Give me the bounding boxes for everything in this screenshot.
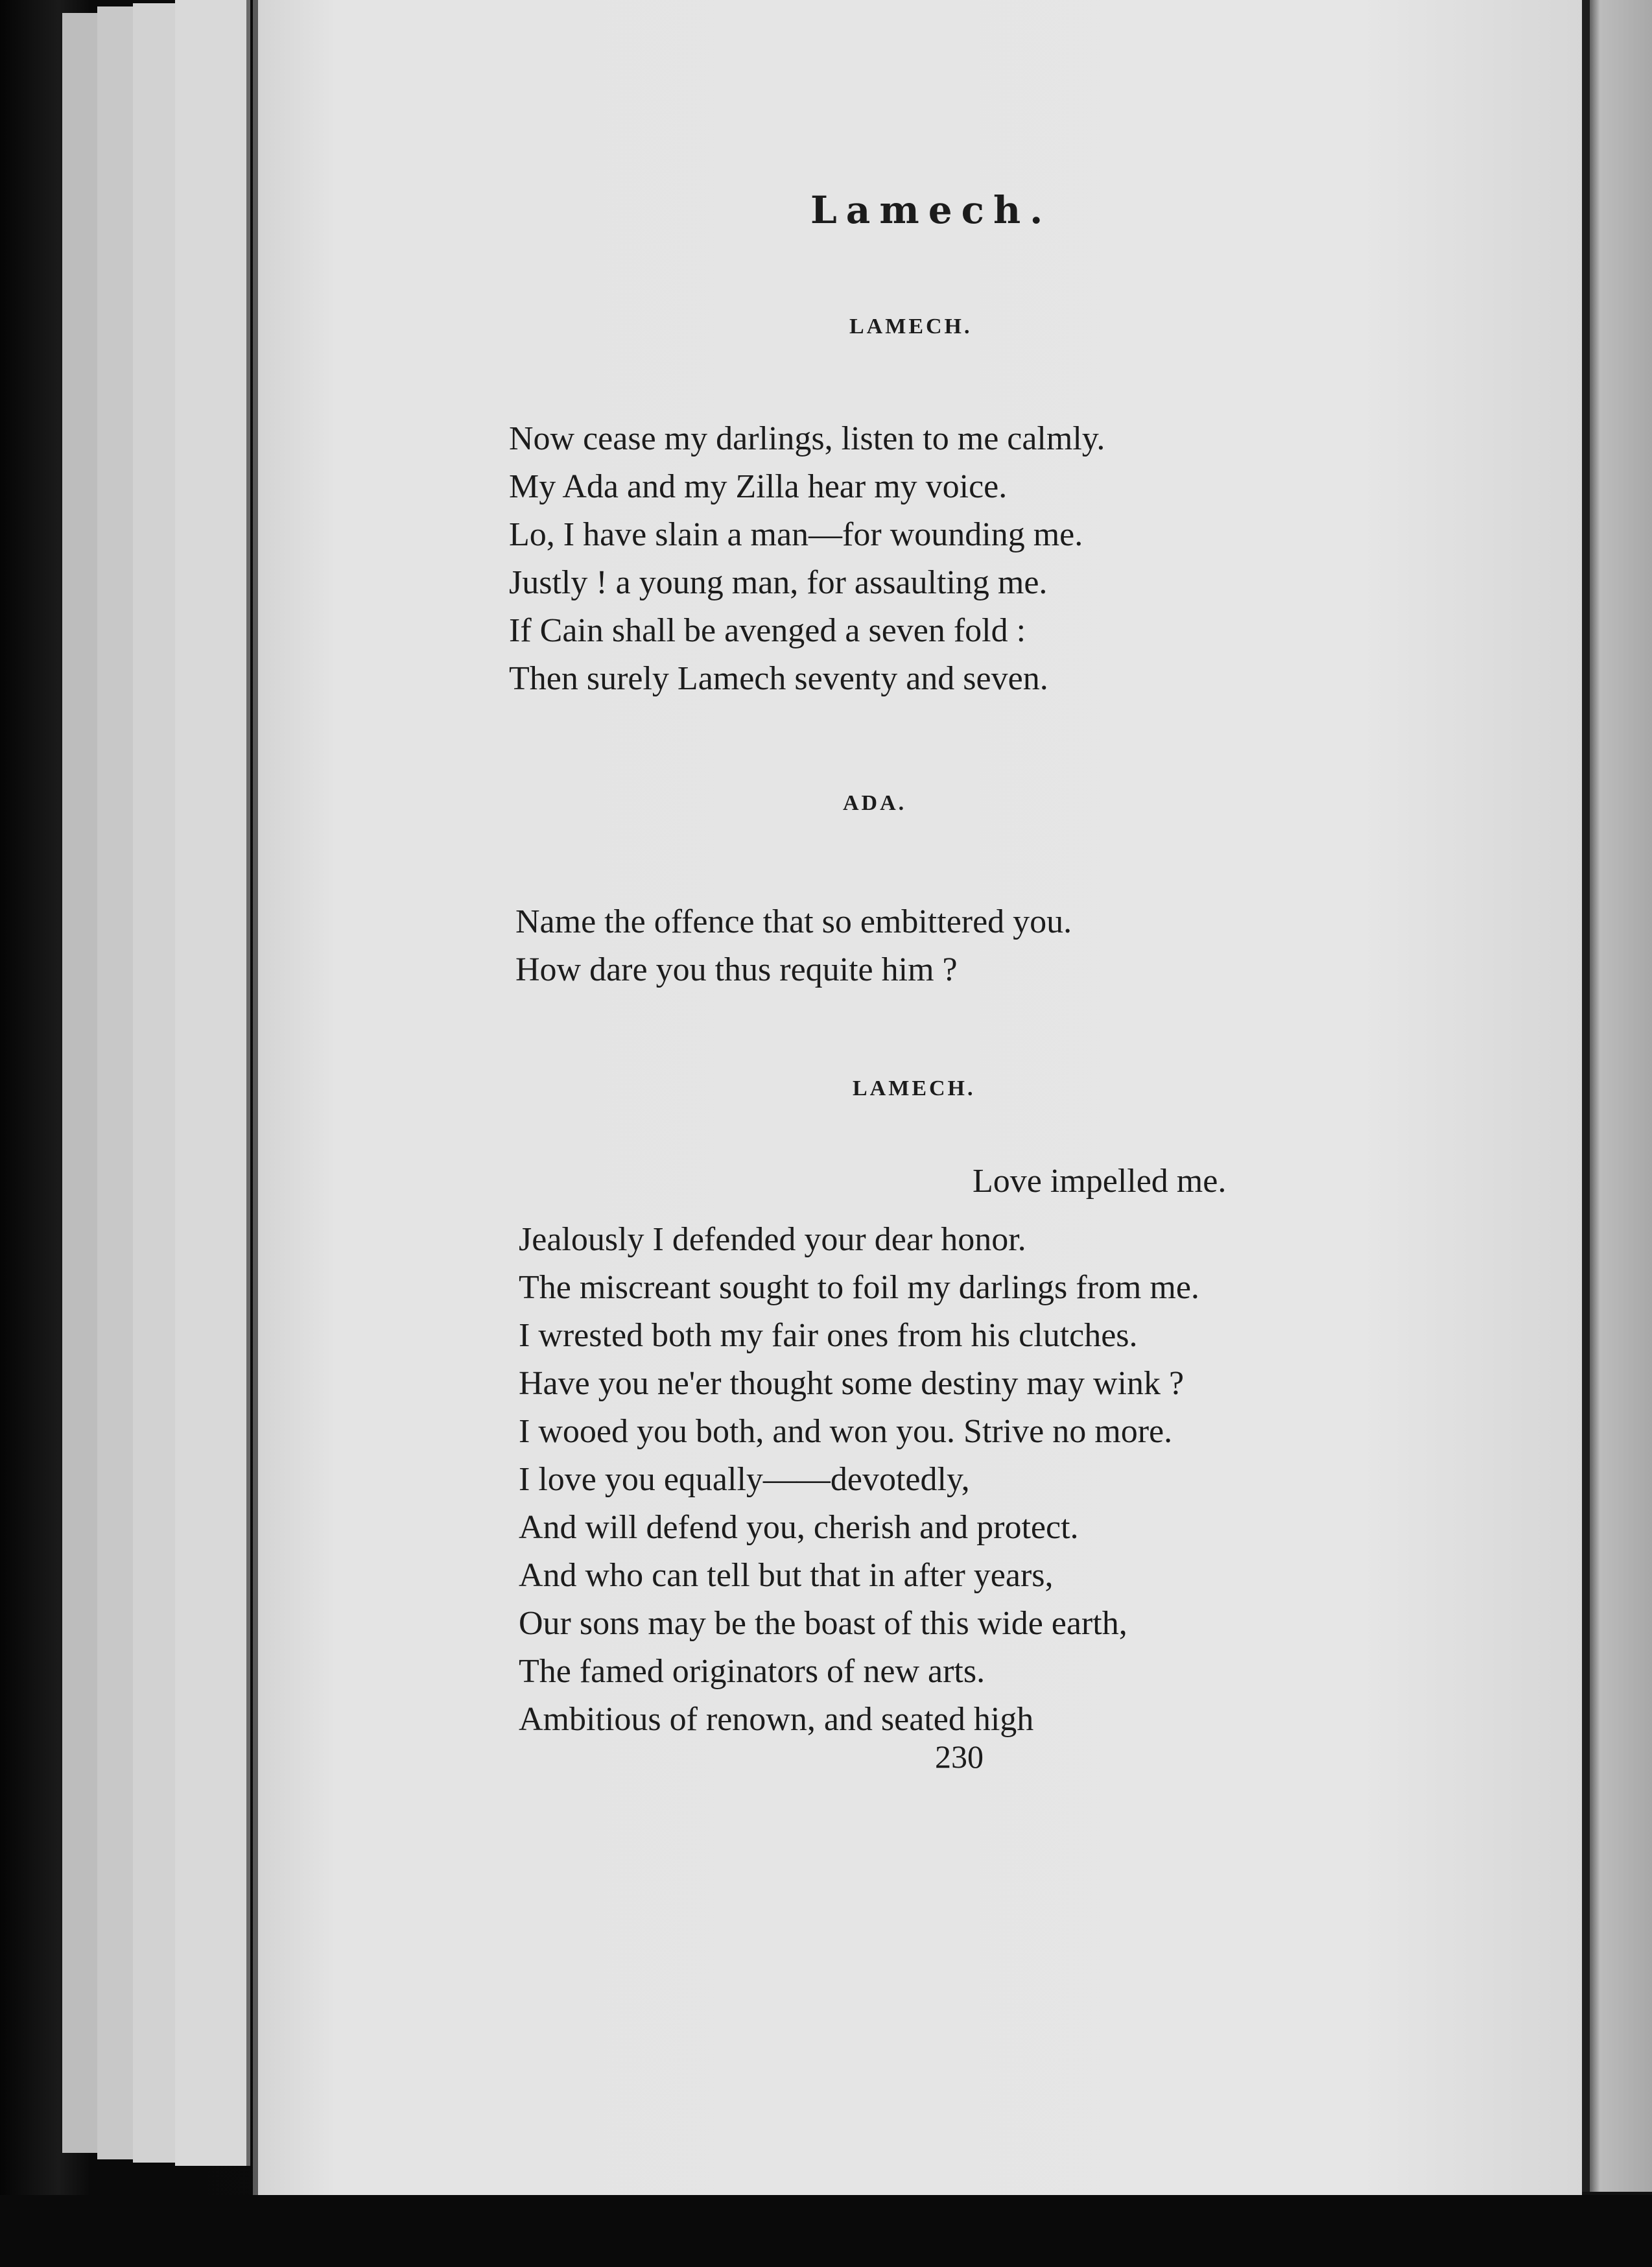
speaker-heading: ADA. [843,791,907,815]
verse-line: I wooed you both, and won you. Strive no more. [519,1413,1173,1450]
verse-line: Now cease my darlings, listen to me calmly. [509,420,1105,457]
verse-line: Then surely Lamech seventy and seven. [509,660,1048,697]
running-head: Lamech. [810,188,1052,232]
verse-line: And will defend you, cherish and protect. [519,1509,1079,1546]
verse-line: Love impelled me. [973,1163,1227,1200]
gutter-shadow [1582,0,1590,2192]
page-edge [175,0,250,2166]
next-page-edge [1587,0,1652,2192]
verse-line: I wrested both my fair ones from his clutches. [519,1317,1138,1354]
page-number: 230 [935,1739,984,1775]
verse-line: Our sons may be the boast of this wide earth, [519,1605,1127,1642]
speaker-heading: LAMECH. [853,1076,976,1100]
verse-block [519,1216,1199,1744]
verse-line: How dare you thus requite him ? [515,951,958,988]
verse-line: Have you ne'er thought some destiny may wink ? [519,1365,1185,1402]
verse-line: Name the offence that so embittered you. [515,903,1072,940]
verse-line: Lo, I have slain a man—for wounding me. [509,516,1083,553]
verse-block [509,415,1105,703]
verse-line: I love you equally——devotedly, [519,1461,970,1498]
verse-line: Justly ! a young man, for assaulting me. [509,564,1048,601]
verse-block [515,898,1072,994]
verse-line: The miscreant sought to foil my darlings from me. [519,1269,1199,1306]
speaker-heading: LAMECH. [849,315,973,338]
verse-line: My Ada and my Zilla hear my voice. [509,468,1008,505]
verse-line: And who can tell but that in after years, [519,1557,1054,1594]
verse-line: The famed originators of new arts. [519,1653,985,1690]
verse-line: Jealously I defended your dear honor. [519,1221,1026,1258]
verse-line: Ambitious of renown, and seated high [519,1701,1034,1738]
bottom-shadow [0,2195,1652,2267]
verse-line: If Cain shall be avenged a seven fold : [509,612,1026,649]
